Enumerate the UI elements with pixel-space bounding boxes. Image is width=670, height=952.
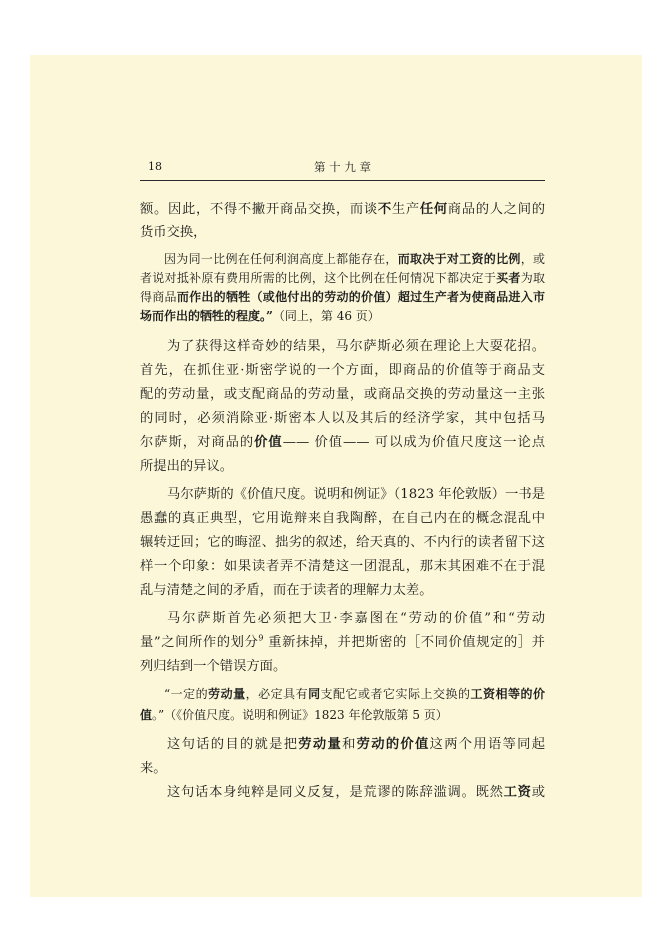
text-segment: 生产 <box>391 202 420 217</box>
emphasis-text: 工资 <box>503 785 532 800</box>
text-line <box>140 198 545 221</box>
text-segment: 这句话本身纯粹是同义反复，是荒谬的陈辞滥调。既然 <box>167 785 504 800</box>
page-number: 18 <box>148 160 162 173</box>
footnote-marker: 9 <box>258 633 264 643</box>
book-page <box>30 55 642 897</box>
text-segment: 因为同一比例在任何利润高度上都能存在， <box>164 251 398 266</box>
text-segment: 重新抹掉，并把斯密的［不同价值规定的］并 <box>263 635 545 650</box>
text-segment: 商品的人之间的 <box>447 202 545 217</box>
block-quote <box>140 250 545 326</box>
paragraph <box>140 335 545 479</box>
text-line <box>140 781 545 805</box>
text-line <box>140 507 545 531</box>
header-rule <box>140 180 545 181</box>
text-segment: 所提出的异议。 <box>140 459 234 474</box>
text-segment: ，必定具有 <box>245 686 309 701</box>
paragraph <box>140 198 545 244</box>
text-line <box>140 288 545 307</box>
text-segment: ，或 <box>520 251 545 266</box>
text-segment: 为了获得这样奇妙的结果，马尔萨斯必须在理论上大耍花招。 <box>167 339 545 354</box>
paragraph <box>140 483 545 603</box>
text-segment: —— 价值—— 可以成为价值尺度这一论点 <box>282 435 545 450</box>
emphasis-text: 值 <box>140 707 153 722</box>
text-segment: 马尔萨斯的《价值尺度。说明和例证》（1823 年伦敦版）一书是 <box>167 487 545 502</box>
running-header-chapter: 第 十 九 章 <box>314 160 371 174</box>
text-segment: 或 <box>531 785 545 800</box>
text-segment: 为取 <box>520 270 545 285</box>
emphasis-text: 同 <box>308 686 321 701</box>
text-segment: 样一个印象：如果读者弄不清楚这一团混乱，那末其困难不在于混 <box>140 559 545 574</box>
text-segment: “一定的 <box>164 686 209 701</box>
emphasis-text: 劳动量 <box>298 737 343 752</box>
text-segment: 愚蠢的真正典型，它用诡辩来自我陶醉，在自己内在的概念混乱中 <box>140 511 545 526</box>
text-segment: 乱与清楚之间的矛盾，而在于读者的理解力太差。 <box>140 583 433 598</box>
text-line <box>140 269 545 288</box>
text-line <box>140 483 545 507</box>
paragraph <box>140 733 545 781</box>
text-line <box>140 655 545 679</box>
emphasis-text: 买者 <box>496 270 521 285</box>
text-line <box>140 631 545 655</box>
text-line <box>140 684 545 705</box>
paragraph <box>140 607 545 679</box>
text-column <box>140 198 545 805</box>
text-segment: 。”（《价值尺度。说明和例证》1823 年伦敦版第 5 页） <box>152 707 448 722</box>
text-segment: （同上，第 46 页） <box>272 308 380 323</box>
text-segment: 和 <box>342 737 357 752</box>
emphasis-text: 工资相等的价 <box>470 686 545 701</box>
text-segment: 首先，在抓住亚·斯密学说的一个方面，即商品的价值等于商品支 <box>140 363 545 378</box>
text-line <box>140 733 545 757</box>
text-line <box>140 607 545 631</box>
text-segment: 量”之间所作的划分 <box>140 635 259 650</box>
text-line <box>140 431 545 455</box>
text-line <box>140 705 545 726</box>
text-segment: 这句话的目的就是把 <box>167 737 299 752</box>
text-line <box>140 757 545 781</box>
emphasis-text: 劳动量 <box>208 686 246 701</box>
text-segment: 马尔萨斯首先必须把大卫·李嘉图在“劳动的价值”和“劳动 <box>167 611 545 626</box>
emphasis-text: 而作出的牺牲（或他付出的劳动的价值）超过生产者为使商品进入市 <box>176 289 545 304</box>
text-segment: 得商品 <box>140 289 177 304</box>
text-line <box>140 335 545 359</box>
text-line <box>140 579 545 603</box>
text-line <box>140 307 545 326</box>
text-segment: 这两个用语等同起 <box>429 737 545 752</box>
emphasis-text: 而取决于对工资的比例 <box>397 251 521 266</box>
text-segment: 来。 <box>140 761 167 776</box>
text-line <box>140 221 545 244</box>
text-line <box>140 531 545 555</box>
text-line <box>140 407 545 431</box>
text-segment: 者说对抵补原有费用所需的比例，这个比例在任何情况下都决定于 <box>140 270 497 285</box>
emphasis-text: 场而作出的牺牲的程度。” <box>140 308 273 323</box>
text-segment: 的同时，必须消除亚·斯密本人以及其后的经济学家，其中包括马 <box>140 411 545 426</box>
block-quote <box>140 684 545 726</box>
text-segment: 辗转迂回；它的晦涩、拙劣的叙述，给天真的、不内行的读者留下这 <box>140 535 545 550</box>
text-segment: 配的劳动量，或支配商品的劳动量，或商品交换的劳动量这一主张 <box>140 387 545 402</box>
text-segment: 货币交换， <box>140 225 207 240</box>
text-line <box>140 455 545 479</box>
text-segment: 尔萨斯，对商品的 <box>140 435 255 450</box>
emphasis-text: 劳动的价值 <box>356 737 430 752</box>
emphasis-text: 不 <box>377 202 392 217</box>
emphasis-text: 任何 <box>419 202 448 217</box>
text-line <box>140 555 545 579</box>
text-segment: 列归结到一个错误方面。 <box>140 659 287 674</box>
text-segment: 额。因此，不得不撇开商品交换，而谈 <box>140 202 378 217</box>
text-segment: 支配它或者它实际上交换的 <box>320 686 471 701</box>
emphasis-text: 价值 <box>254 435 283 450</box>
text-line <box>140 250 545 269</box>
text-line <box>140 359 545 383</box>
text-line <box>140 383 545 407</box>
paragraph <box>140 781 545 805</box>
